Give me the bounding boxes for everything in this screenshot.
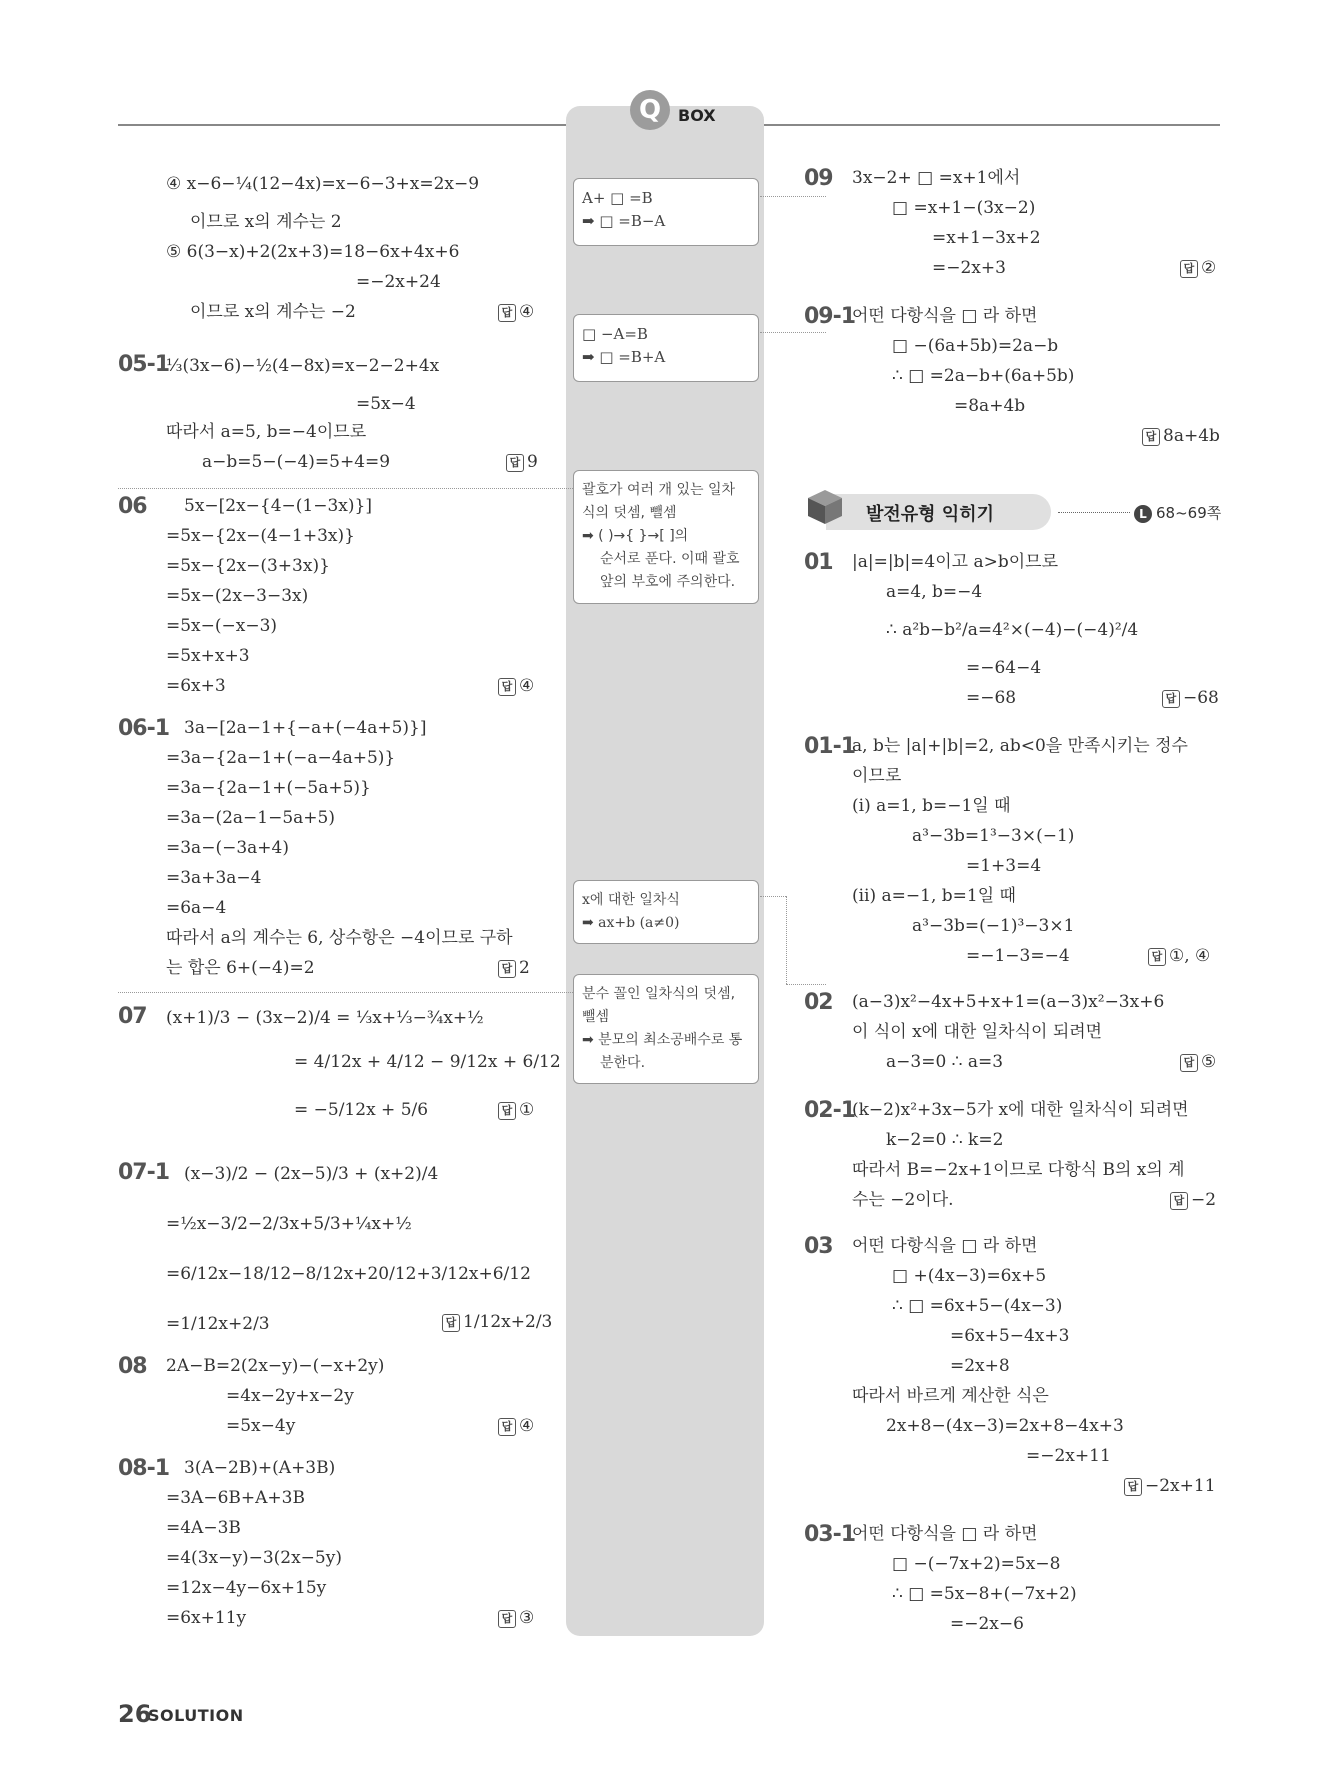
solution-line: a³−3b=(−1)³−3×1 bbox=[912, 916, 1075, 936]
solution-line: ∴ □ =6x+5−(4x−3) bbox=[892, 1296, 1063, 1316]
solution-line: ⑤ 6(3−x)+2(2x+3)=18−6x+4x+6 bbox=[166, 242, 460, 262]
solution-line: 어떤 다항식을 □ 라 하면 bbox=[852, 306, 1038, 326]
solution-line: a−3=0 ∴ a=3 bbox=[886, 1052, 1004, 1072]
qbox-note-line: □ −A=B bbox=[582, 325, 648, 343]
qbox-note-line: ➡ 분모의 최소공배수로 통 bbox=[582, 1032, 743, 1048]
problem-number: 06-1 bbox=[118, 716, 170, 741]
answer bbox=[1162, 688, 1219, 708]
problem-number: 01 bbox=[804, 550, 833, 575]
qbox-note-line: ➡ ( )→{ }→[ ]의 bbox=[582, 528, 689, 544]
solution-line: ∴ □ =2a−b+(6a+5b) bbox=[892, 366, 1075, 386]
qbox-note-line: 뺄셈 bbox=[582, 1009, 610, 1025]
qbox-note-line: 분한다. bbox=[600, 1055, 646, 1071]
solution-line: 5x−[2x−{4−(1−3x)}] bbox=[184, 496, 372, 516]
answer-value: ④ bbox=[519, 1416, 535, 1436]
answer-mark-icon: 답 bbox=[506, 454, 524, 472]
section-pages bbox=[1134, 502, 1221, 523]
connector bbox=[760, 196, 826, 197]
answer-value: 8a+4b bbox=[1163, 426, 1220, 446]
solution-line: (k−2)x²+3x−5가 x에 대한 일차식이 되려면 bbox=[852, 1100, 1189, 1120]
qbox-note-5 bbox=[573, 974, 759, 1084]
solution-line: 3x−2+ □ =x+1에서 bbox=[852, 168, 1021, 188]
solution-line: ⅓(3x−6)−½(4−8x)=x−2−2+4x bbox=[166, 356, 440, 376]
solution-line: =3A−6B+A+3B bbox=[166, 1488, 305, 1508]
answer-mark-icon: 답 bbox=[1124, 1478, 1142, 1496]
solution-line: 이므로 bbox=[852, 766, 902, 786]
answer-value: ④ bbox=[519, 676, 535, 696]
qbox-note-line: 괄호가 여러 개 있는 일차 bbox=[582, 482, 736, 498]
solution-line: =−2x+11 bbox=[1026, 1446, 1111, 1466]
solution-line: =5x−4 bbox=[356, 394, 416, 414]
qbox-note-2 bbox=[573, 314, 759, 382]
solution-line: 3a−[2a−1+{−a+(−4a+5)}] bbox=[184, 718, 427, 738]
solution-line: (ⅱ) a=−1, b=1일 때 bbox=[852, 886, 1016, 906]
solution-line: =12x−4y−6x+15y bbox=[166, 1578, 327, 1598]
solution-line: =6a−4 bbox=[166, 898, 227, 918]
solution-line: a−b=5−(−4)=5+4=9 bbox=[202, 452, 391, 472]
solution-line: =−64−4 bbox=[966, 658, 1042, 678]
solution-line: =5x−{2x−(3+3x)} bbox=[166, 556, 330, 576]
qbox-note-3 bbox=[573, 470, 759, 604]
solution-line: 수는 −2이다. bbox=[852, 1190, 954, 1210]
answer-value: 1/12x+2/3 bbox=[463, 1312, 553, 1332]
solution-line: =2x+8 bbox=[950, 1356, 1010, 1376]
section-pages-value: 68~69쪽 bbox=[1156, 504, 1222, 522]
answer-value: −2 bbox=[1191, 1190, 1217, 1210]
solution-line: = 4/12x + 4/12 − 9/12x + 6/12 bbox=[294, 1052, 561, 1072]
answer-mark-icon: 답 bbox=[1142, 428, 1160, 446]
solution-line: =6x+5−4x+3 bbox=[950, 1326, 1070, 1346]
answer-value: −2x+11 bbox=[1145, 1476, 1216, 1496]
solution-line: (ⅰ) a=1, b=−1일 때 bbox=[852, 796, 1011, 816]
solution-line: a³−3b=1³−3×(−1) bbox=[912, 826, 1075, 846]
answer-value: 2 bbox=[519, 958, 530, 978]
connector bbox=[760, 332, 826, 333]
answer bbox=[1142, 426, 1220, 446]
solution-line: =3a−{2a−1+(−5a+5)} bbox=[166, 778, 371, 798]
solution-line: =−2x−6 bbox=[950, 1614, 1024, 1634]
connector bbox=[786, 984, 826, 985]
qbox-note-line: 순서로 푼다. 이때 괄호 bbox=[600, 551, 740, 567]
solution-line: =x+1−3x+2 bbox=[932, 228, 1041, 248]
problem-number: 06 bbox=[118, 494, 147, 519]
qbox-note-4 bbox=[573, 880, 759, 944]
answer-value: ① bbox=[519, 1100, 535, 1120]
solution-line: (x−3)/2 − (2x−5)/3 + (x+2)/4 bbox=[184, 1164, 439, 1184]
qbox-note-line: ➡ ax+b (a≠0) bbox=[582, 915, 680, 931]
answer-mark-icon: 답 bbox=[498, 1610, 516, 1628]
solution-line: =5x−4y bbox=[226, 1416, 296, 1436]
problem-number: 03-1 bbox=[804, 1522, 856, 1547]
qbox-note-line: x에 대한 일차식 bbox=[582, 892, 680, 908]
solution-line: |a|=|b|=4이고 a>b이므로 bbox=[852, 552, 1059, 572]
section-title: 발전유형 익히기 bbox=[866, 504, 994, 525]
connector bbox=[760, 896, 786, 897]
solution-line: □ −(6a+5b)=2a−b bbox=[892, 336, 1059, 356]
solution-line: =4A−3B bbox=[166, 1518, 241, 1538]
answer-mark-icon: 답 bbox=[498, 678, 516, 696]
solution-line: ∴ □ =5x−8+(−7x+2) bbox=[892, 1584, 1077, 1604]
solution-line: k−2=0 ∴ k=2 bbox=[886, 1130, 1004, 1150]
solution-line: ④ x−6−¼(12−4x)=x−6−3+x=2x−9 bbox=[166, 174, 480, 194]
solution-line: =5x−(2x−3−3x) bbox=[166, 586, 309, 606]
answer-mark-icon: 답 bbox=[498, 304, 516, 322]
problem-number: 02-1 bbox=[804, 1098, 856, 1123]
qbox-note-line: A+ □ =B bbox=[582, 189, 653, 207]
connector bbox=[118, 488, 573, 489]
answer-value: ④ bbox=[519, 302, 535, 322]
problem-number: 03 bbox=[804, 1234, 833, 1259]
solution-line: =3a+3a−4 bbox=[166, 868, 262, 888]
answer bbox=[498, 302, 534, 322]
solution-line: 이므로 x의 계수는 2 bbox=[190, 212, 342, 232]
answer-value: ③ bbox=[519, 1608, 535, 1628]
answer-mark-icon: 답 bbox=[1180, 260, 1198, 278]
problem-number: 05-1 bbox=[118, 352, 170, 377]
section-dotted-line bbox=[1058, 512, 1130, 513]
solution-line: a=4, b=−4 bbox=[886, 582, 983, 602]
answer-value: ② bbox=[1201, 258, 1217, 278]
qbox-note-1 bbox=[573, 178, 759, 246]
solution-line: =1+3=4 bbox=[966, 856, 1042, 876]
solution-line: =4(3x−y)−3(2x−5y) bbox=[166, 1548, 342, 1568]
solution-line: =4x−2y+x−2y bbox=[226, 1386, 354, 1406]
qbox-note-line: 분수 꼴인 일차식의 덧셈, bbox=[582, 986, 736, 1002]
solution-line: =8a+4b bbox=[954, 396, 1026, 416]
page-number: 26 bbox=[118, 1700, 152, 1728]
answer-mark-icon: 답 bbox=[498, 1418, 516, 1436]
solution-line: 는 합은 6+(−4)=2 bbox=[166, 958, 315, 978]
answer-value: ⑤ bbox=[1201, 1052, 1217, 1072]
answer bbox=[1124, 1476, 1216, 1496]
answer-mark-icon: 답 bbox=[498, 1102, 516, 1120]
answer bbox=[1180, 1052, 1216, 1072]
qbox-note-line: ➡ □ =B−A bbox=[582, 212, 666, 230]
answer bbox=[498, 1100, 534, 1120]
qbox-note-line: 식의 덧셈, 뺄셈 bbox=[582, 505, 677, 521]
problem-number: 07 bbox=[118, 1004, 147, 1029]
answer bbox=[1148, 946, 1210, 966]
qbox-q-icon: Q bbox=[630, 90, 670, 130]
answer bbox=[1180, 258, 1216, 278]
solution-line: 어떤 다항식을 □ 라 하면 bbox=[852, 1236, 1038, 1256]
solution-line: =6x+11y bbox=[166, 1608, 247, 1628]
problem-number: 09 bbox=[804, 166, 833, 191]
problem-number: 09-1 bbox=[804, 304, 856, 329]
solution-line: = −5/12x + 5/6 bbox=[294, 1100, 429, 1120]
answer-mark-icon: 답 bbox=[442, 1314, 460, 1332]
solution-line: =3a−(2a−1−5a+5) bbox=[166, 808, 335, 828]
qbox-label: BOX bbox=[678, 106, 716, 125]
solution-line: (a−3)x²−4x+5+x+1=(a−3)x²−3x+6 bbox=[852, 992, 1165, 1012]
answer bbox=[442, 1312, 552, 1332]
solution-line: =−1−3=−4 bbox=[966, 946, 1070, 966]
solution-line: 따라서 바르게 계산한 식은 bbox=[852, 1386, 1049, 1406]
solution-line: 3(A−2B)+(A+3B) bbox=[184, 1458, 336, 1478]
footer-label: SOLUTION bbox=[148, 1706, 244, 1725]
answer-value: 9 bbox=[527, 452, 538, 472]
problem-number: 07-1 bbox=[118, 1160, 170, 1185]
solution-line: =1/12x+2/3 bbox=[166, 1314, 270, 1334]
answer-mark-icon: 답 bbox=[1148, 948, 1166, 966]
solution-line: =−2x+24 bbox=[356, 272, 441, 292]
answer-mark-icon: 답 bbox=[1170, 1192, 1188, 1210]
solution-line: 따라서 B=−2x+1이므로 다항식 B의 x의 계 bbox=[852, 1160, 1185, 1180]
solution-line: (x+1)/3 − (3x−2)/4 = ⅓x+⅓−¾x+½ bbox=[166, 1008, 484, 1028]
solution-line: =3a−(−3a+4) bbox=[166, 838, 289, 858]
solution-line: =5x−{2x−(4−1+3x)} bbox=[166, 526, 355, 546]
solution-line: =−2x+3 bbox=[932, 258, 1006, 278]
answer-value: −68 bbox=[1183, 688, 1219, 708]
solution-line: 2x+8−(4x−3)=2x+8−4x+3 bbox=[886, 1416, 1124, 1436]
answer bbox=[498, 1416, 534, 1436]
solution-line: =5x+x+3 bbox=[166, 646, 250, 666]
connector bbox=[786, 896, 787, 984]
cube-icon bbox=[804, 486, 846, 528]
problem-number: 02 bbox=[804, 990, 833, 1015]
solution-line: ∴ a²b−b²/a=4²×(−4)−(−4)²/4 bbox=[886, 620, 1139, 640]
answer-mark-icon: 답 bbox=[498, 960, 516, 978]
answer-value: ①, ④ bbox=[1169, 946, 1211, 966]
solution-line: 따라서 a의 계수는 6, 상수항은 −4이므로 구하 bbox=[166, 928, 513, 948]
answer bbox=[498, 958, 530, 978]
problem-number: 08 bbox=[118, 1354, 147, 1379]
answer-mark-icon: 답 bbox=[1162, 690, 1180, 708]
qbox-note-line: 앞의 부호에 주의한다. bbox=[600, 574, 736, 590]
answer bbox=[1170, 1190, 1216, 1210]
solution-line: □ +(4x−3)=6x+5 bbox=[892, 1266, 1047, 1286]
solution-line: =5x−(−x−3) bbox=[166, 616, 278, 636]
connector bbox=[118, 992, 573, 993]
solution-line: 이 식이 x에 대한 일차식이 되려면 bbox=[852, 1022, 1103, 1042]
solution-line: =6/12x−18/12−8/12x+20/12+3/12x+6/12 bbox=[166, 1264, 531, 1284]
solution-line: =½x−3/2−2/3x+5/3+¼x+½ bbox=[166, 1214, 412, 1234]
qbox-note-line: ➡ □ =B+A bbox=[582, 348, 666, 366]
problem-number: 01-1 bbox=[804, 734, 856, 759]
solution-line: 이므로 x의 계수는 −2 bbox=[190, 302, 356, 322]
solution-line: 따라서 a=5, b=−4이므로 bbox=[166, 422, 367, 442]
solution-line: □ =x+1−(3x−2) bbox=[892, 198, 1036, 218]
answer bbox=[498, 676, 534, 696]
solution-line: □ −(−7x+2)=5x−8 bbox=[892, 1554, 1061, 1574]
answer bbox=[506, 452, 538, 472]
solution-line: 2A−B=2(2x−y)−(−x+2y) bbox=[166, 1356, 385, 1376]
answer-mark-icon: 답 bbox=[1180, 1054, 1198, 1072]
solution-line: =3a−{2a−1+(−a−4a+5)} bbox=[166, 748, 396, 768]
lesson-l-icon: L bbox=[1134, 505, 1152, 523]
solution-line: a, b는 |a|+|b|=2, ab<0을 만족시키는 정수 bbox=[852, 736, 1188, 756]
solution-line: =6x+3 bbox=[166, 676, 226, 696]
solution-line: 어떤 다항식을 □ 라 하면 bbox=[852, 1524, 1038, 1544]
answer bbox=[498, 1608, 534, 1628]
solution-line: =−68 bbox=[966, 688, 1017, 708]
problem-number: 08-1 bbox=[118, 1456, 170, 1481]
